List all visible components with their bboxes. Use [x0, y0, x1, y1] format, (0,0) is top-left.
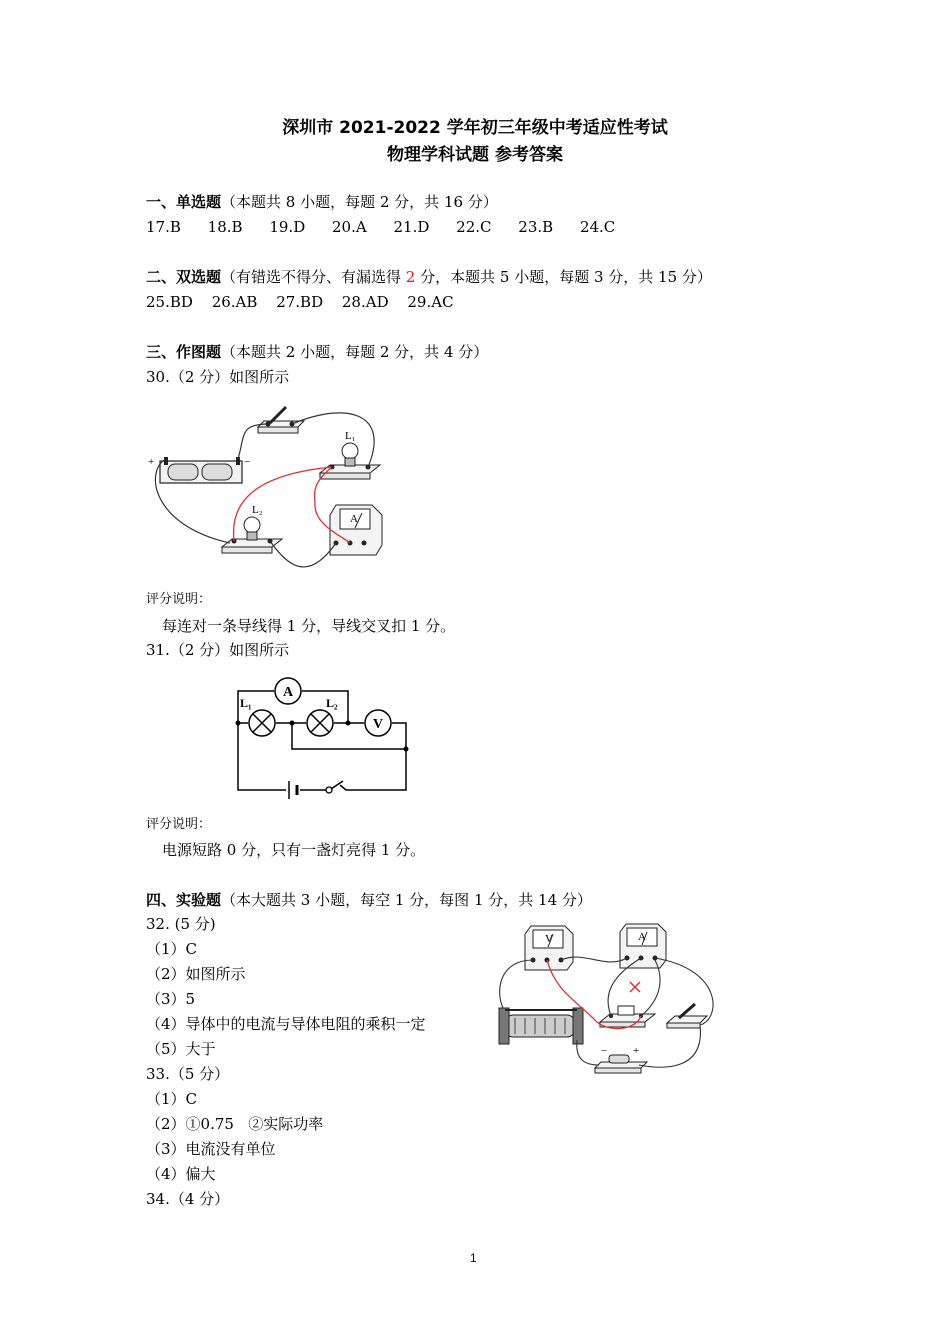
section4-header — [146, 890, 592, 910]
meter-right-label: A — [638, 931, 646, 943]
q32-item-4: （4）导体中的电流与导体电阻的乘积一定 — [146, 1015, 426, 1033]
answer-24: 24.C — [579, 218, 616, 236]
battery-pack — [160, 457, 242, 483]
lamp-l2-label: L₂ — [252, 504, 263, 516]
q32-item-2: （2）如图所示 — [146, 965, 246, 983]
junction-dot — [404, 747, 409, 752]
section2-note-a: （有错选不得分、有漏选得 — [221, 268, 406, 286]
knife-switch — [258, 407, 304, 433]
section2-note-b: 分，本题共 5 小题，每题 3 分，共 15 分） — [415, 268, 712, 286]
section3-header — [146, 342, 488, 362]
q32-item-1: （1）C — [146, 940, 198, 958]
q30-title: 30.（2 分）如图所示 — [146, 368, 290, 386]
section2-note-red: 2 — [405, 268, 416, 286]
switch-pivot — [326, 787, 332, 793]
answer-27: 27.BD — [276, 293, 324, 311]
lamp-l1-label: L₁ — [345, 430, 356, 442]
q34-title: 34.（4 分） — [146, 1190, 230, 1208]
q31-title: 31.（2 分）如图所示 — [146, 641, 290, 659]
lamp-l2-symbol — [307, 710, 333, 736]
q33-item-2: （2）①0.75 ②实际功率 — [146, 1115, 324, 1133]
section2-header — [146, 267, 712, 287]
wire-l2-ammeter — [270, 541, 336, 567]
battery-minus-label: − — [244, 456, 251, 468]
q30-circuit-figure — [140, 395, 400, 580]
answer-29: 29.AC — [407, 293, 454, 311]
voltmeter-label: V — [372, 717, 384, 732]
q30-scoring-label: 评分说明： — [146, 592, 212, 607]
wire-switch-right — [340, 749, 406, 790]
junction-dot — [236, 721, 241, 726]
answer-23: 23.B — [518, 218, 554, 236]
resistor-board — [600, 1006, 655, 1027]
q32-item-5: （5）大于 — [146, 1040, 216, 1058]
q32-title: 32. (5 分) — [146, 915, 216, 933]
doc-title-line2: 物理学科试题 参考答案 — [387, 145, 563, 165]
battery — [595, 1055, 647, 1073]
section2-heading: 二、双选题 — [146, 268, 222, 286]
q33-title: 33.（5 分） — [146, 1065, 230, 1083]
section2-answers — [146, 292, 454, 312]
answer-19: 19.D — [269, 218, 306, 236]
switch-blade — [331, 781, 343, 789]
ammeter-label: A — [350, 513, 358, 525]
q33-item-1: （1）C — [146, 1090, 198, 1108]
section3-note: （本题共 2 小题，每题 2 分，共 4 分） — [221, 343, 489, 361]
lamp-l1 — [320, 443, 380, 479]
lamp-l1-label: L₁ — [240, 696, 252, 710]
answer-22: 22.C — [456, 218, 492, 236]
page-number: 1 — [470, 1251, 477, 1265]
wire-battery-switch — [639, 1025, 700, 1067]
section1-header — [146, 192, 498, 212]
q32-item-3: （3）5 — [146, 990, 196, 1008]
answer-26: 26.AB — [211, 293, 258, 311]
q33-item-4: （4）偏大 — [146, 1165, 216, 1183]
section4-heading: 四、实验题 — [146, 891, 222, 909]
section3-heading: 三、作图题 — [146, 343, 222, 361]
q31-scoring-text: 电源短路 0 分，只有一盏灯亮得 1 分。 — [162, 841, 426, 859]
wire-v-right — [392, 723, 406, 749]
section1-heading: 一、单选题 — [146, 193, 222, 211]
answer-17: 17.B — [146, 218, 181, 236]
answer-20: 20.A — [332, 218, 367, 236]
section1-answers — [146, 217, 615, 237]
lamp-l1-symbol — [249, 710, 275, 736]
lamp-l2-label: L₂ — [326, 696, 338, 710]
ammeter-label: A — [282, 685, 294, 700]
battery-plus-label: + — [633, 1045, 640, 1057]
answer-18: 18.B — [207, 218, 243, 236]
lamp-l2 — [222, 517, 282, 553]
doc-title-line1: 深圳市 2021-2022 学年初三年级中考适应性考试 — [282, 118, 668, 138]
answer-21: 21.D — [393, 218, 430, 236]
junction-dot — [346, 721, 351, 726]
q33-item-3: （3）电流没有单位 — [146, 1140, 276, 1158]
q31-scoring-label: 评分说明： — [146, 817, 212, 832]
q30-scoring-text: 每连对一条导线得 1 分，导线交叉扣 1 分。 — [162, 617, 456, 635]
junction-dot — [290, 721, 295, 726]
section4-note: （本大题共 3 小题，每空 1 分，每图 1 分，共 14 分） — [221, 891, 592, 909]
meter-left-label: V — [545, 933, 553, 945]
rheostat — [499, 1008, 583, 1044]
section1-note: （本题共 8 小题，每题 2 分，共 16 分） — [221, 193, 498, 211]
answer-28: 28.AD — [341, 293, 389, 311]
battery-minus-label: − — [601, 1045, 608, 1057]
battery-plus-label: + — [148, 456, 155, 468]
q31-circuit-figure — [230, 675, 420, 800]
q32-circuit-figure — [495, 920, 720, 1080]
answer-25: 25.BD — [146, 293, 193, 311]
